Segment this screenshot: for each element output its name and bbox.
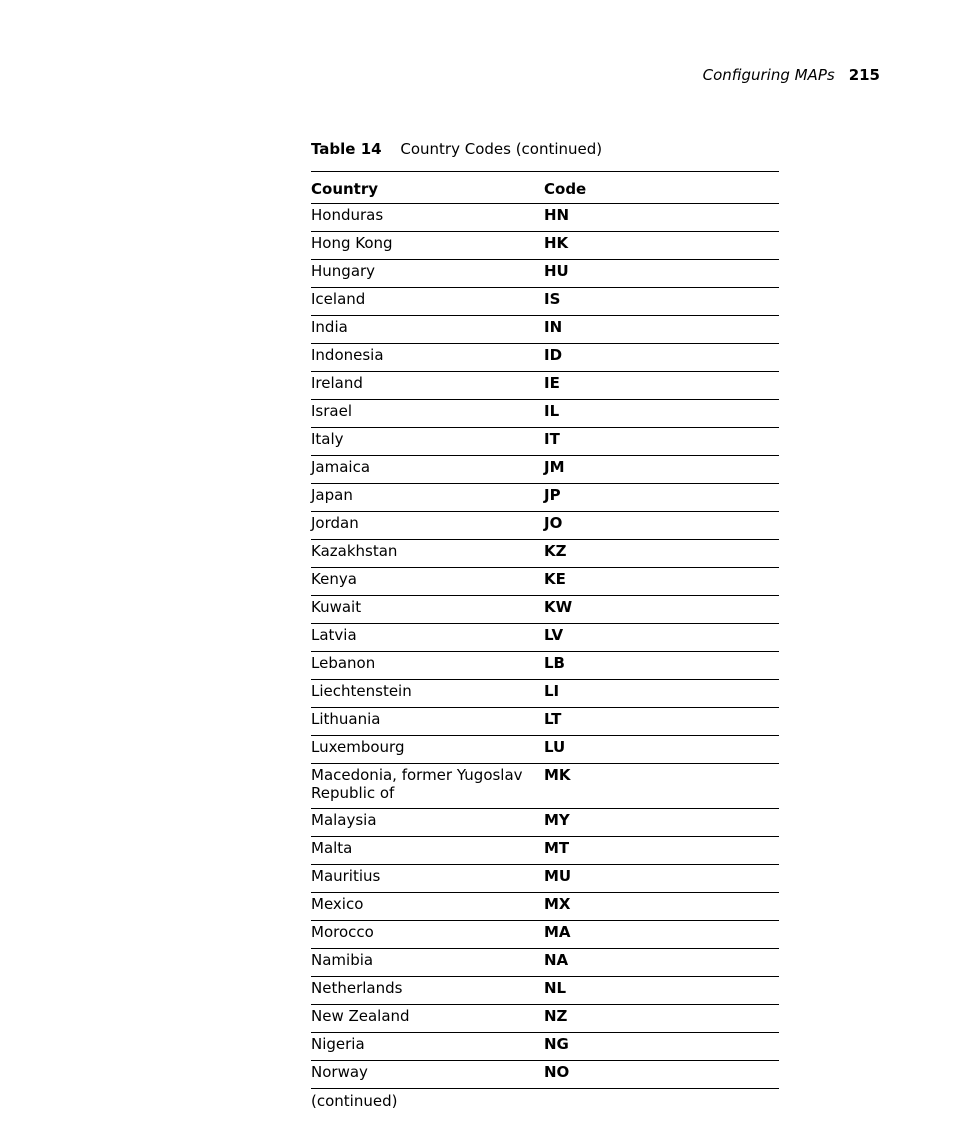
- code-cell: IT: [544, 430, 560, 448]
- table-row: [311, 1005, 779, 1033]
- column-header-country: Country: [311, 179, 379, 198]
- country-cell: Jordan: [311, 514, 359, 532]
- table-row: [311, 809, 779, 837]
- table-row: [311, 624, 779, 652]
- country-cell: Hong Kong: [311, 234, 393, 252]
- table-row: [311, 652, 779, 680]
- section-title: Configuring MAPs: [702, 66, 835, 84]
- table-caption: [311, 139, 779, 171]
- table-row: [311, 456, 779, 484]
- country-codes-table-block: [311, 139, 779, 1110]
- table-row: [311, 204, 779, 232]
- code-cell: JM: [544, 458, 565, 476]
- country-cell: Malta: [311, 839, 353, 857]
- code-cell: JO: [544, 514, 563, 532]
- code-cell: KW: [544, 598, 573, 616]
- country-cell: Jamaica: [311, 458, 371, 476]
- code-cell: NZ: [544, 1007, 568, 1025]
- code-cell: IL: [544, 402, 560, 420]
- country-cell: Liechtenstein: [311, 682, 412, 700]
- country-cell: Hungary: [311, 262, 376, 280]
- code-cell: MT: [544, 839, 570, 857]
- table-header-row: [311, 172, 779, 204]
- code-cell: IN: [544, 318, 563, 336]
- code-cell: HU: [544, 262, 569, 280]
- country-cell: Indonesia: [311, 346, 384, 364]
- country-cell: Japan: [311, 486, 353, 504]
- country-cell: Namibia: [311, 951, 374, 969]
- table-row: [311, 680, 779, 708]
- table-row: [311, 428, 779, 456]
- country-cell: Mauritius: [311, 867, 381, 885]
- country-cell: Luxembourg: [311, 738, 405, 756]
- table-row: [311, 921, 779, 949]
- country-cell: Kuwait: [311, 598, 362, 616]
- code-cell: NG: [544, 1035, 569, 1053]
- code-cell: LI: [544, 682, 560, 700]
- table-row: [311, 540, 779, 568]
- table-row: [311, 232, 779, 260]
- code-cell: LU: [544, 738, 566, 756]
- code-cell: NO: [544, 1063, 570, 1081]
- table-row: [311, 949, 779, 977]
- column-header-code: Code: [544, 179, 587, 198]
- country-cell: Mexico: [311, 895, 364, 913]
- code-cell: JP: [544, 486, 561, 504]
- code-cell: ID: [544, 346, 563, 364]
- table-row: [311, 400, 779, 428]
- country-cell: Norway: [311, 1063, 368, 1081]
- country-cell: Kazakhstan: [311, 542, 398, 560]
- country-cell: Malaysia: [311, 811, 377, 829]
- country-cell: Macedonia, former Yugoslav Republic of: [311, 766, 523, 802]
- country-cell: India: [311, 318, 348, 336]
- code-cell: NA: [544, 951, 569, 969]
- code-cell: KZ: [544, 542, 567, 560]
- table-body: [311, 204, 779, 1089]
- code-cell: MK: [544, 766, 571, 784]
- table-row: [311, 893, 779, 921]
- country-cell: Morocco: [311, 923, 374, 941]
- code-cell: MU: [544, 867, 572, 885]
- code-cell: LB: [544, 654, 565, 672]
- continued-note: (continued): [311, 1092, 398, 1110]
- code-cell: MA: [544, 923, 571, 941]
- table-row: [311, 764, 779, 809]
- table-row: [311, 288, 779, 316]
- table-row: [311, 372, 779, 400]
- table-row: [311, 512, 779, 540]
- country-cell: Italy: [311, 430, 344, 448]
- page-number: 215: [848, 66, 880, 84]
- country-cell: Kenya: [311, 570, 357, 588]
- table-row: [311, 837, 779, 865]
- country-cell: Lithuania: [311, 710, 381, 728]
- country-cell: Lebanon: [311, 654, 376, 672]
- table-row: [311, 568, 779, 596]
- country-cell: Netherlands: [311, 979, 403, 997]
- table-row: [311, 484, 779, 512]
- code-cell: NL: [544, 979, 567, 997]
- code-cell: HN: [544, 206, 570, 224]
- table-row: [311, 736, 779, 764]
- table-caption-label: Table 14: [311, 140, 382, 158]
- code-cell: MY: [544, 811, 570, 829]
- country-cell: Honduras: [311, 206, 384, 224]
- table-row: [311, 260, 779, 288]
- table-row: [311, 596, 779, 624]
- code-cell: MX: [544, 895, 571, 913]
- country-cell: Israel: [311, 402, 352, 420]
- code-cell: IS: [544, 290, 561, 308]
- table-row: [311, 1033, 779, 1061]
- code-cell: LT: [544, 710, 562, 728]
- code-cell: LV: [544, 626, 564, 644]
- code-cell: KE: [544, 570, 566, 588]
- code-cell: HK: [544, 234, 569, 252]
- table-row: [311, 977, 779, 1005]
- running-header: [703, 66, 880, 84]
- country-cell: Latvia: [311, 626, 357, 644]
- table-row: [311, 344, 779, 372]
- country-cell: Iceland: [311, 290, 366, 308]
- country-cell: Nigeria: [311, 1035, 365, 1053]
- table-row: [311, 316, 779, 344]
- table-row: [311, 1061, 779, 1089]
- table-row: [311, 865, 779, 893]
- code-cell: IE: [544, 374, 560, 392]
- country-cell: New Zealand: [311, 1007, 410, 1025]
- table-caption-title: Country Codes (continued): [400, 140, 603, 158]
- table-row: [311, 708, 779, 736]
- country-codes-table: [311, 171, 779, 1089]
- country-cell: Ireland: [311, 374, 363, 392]
